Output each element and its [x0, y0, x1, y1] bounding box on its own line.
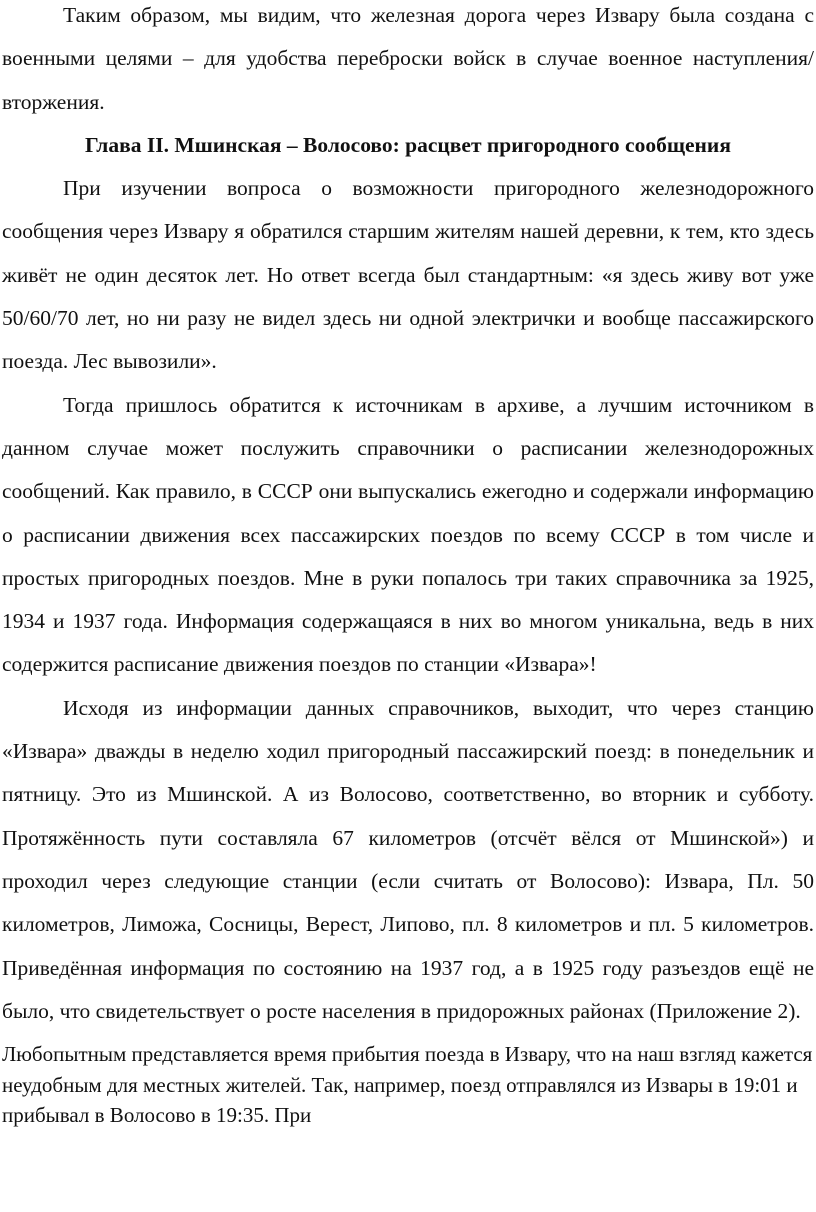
paragraph-schedule: Исходя из информации данных справочников, выходит, что через станцию «Извара» дважды в неделю ходил пригородный пассажирский поезд: в понедельник и пятницу. Это из Мшинской. А из Волосово, соответственно, во вторник и субботу. Протяжённость пути составляла 67 километров (отсчёт вёлся от Мшинской») и проходил через следующие станции (если считать от Волосово): Извара, Пл. 50 километров, Лиможа, Сосницы, Верест, Липово, пл. 8 километров и пл. 5 километров. Приведённая информация по состоянию на 1937 год, а в 1925 году разъездов ещё не было, что свидетельствует о росте населения в придорожных районах (Приложение 2). — [2, 695, 814, 1023]
paragraph-intro: Таким образом, мы видим, что железная дорога через Извару была создана с военными целями – для удобства переброски войск в случае военное наступления/вторжения. — [2, 3, 814, 114]
chapter-title: Глава II. Мшинская – Волосово: расцвет пригородного сообщения — [85, 132, 731, 157]
paragraph-archive: Тогда пришлось обратится к источникам в архиве, а лучшим источником в данном случае может послужить справочники о расписании железнодорожных сообщений. Как правило, в СССР они выпускались ежегодно и содержали информацию о расписании движения всех пассажирских поездов по всему СССР в том числе и простых пригородных поездов. Мне в руки попалось три таких справочника за 1925, 1934 и 1937 года. Информация содержащаяся в них во многом уникальна, ведь в них содержится расписание движения поездов по станции «Извара»! — [2, 392, 814, 677]
paragraph-residents: При изучении вопроса о возможности пригородного железнодорожного сообщения через Извару я обратился старшим жителям нашей деревни, к тем, кто здесь живёт не один десяток лет. Но ответ всегда был стандартным: «я здесь живу вот уже 50/60/70 лет, но ни разу не видел здесь ни одной электрички и вообще пассажирского поезда. Лес вывозили». — [2, 176, 814, 374]
paragraph-arrival-time: Любопытным представляется время прибытия поезда в Извару, что на наш взгляд кажется неудобным для местных жителей. Так, например, поезд отправлялся из Извары в 19:01 и прибывал в Волосово в 19:35. При — [2, 1042, 813, 1128]
